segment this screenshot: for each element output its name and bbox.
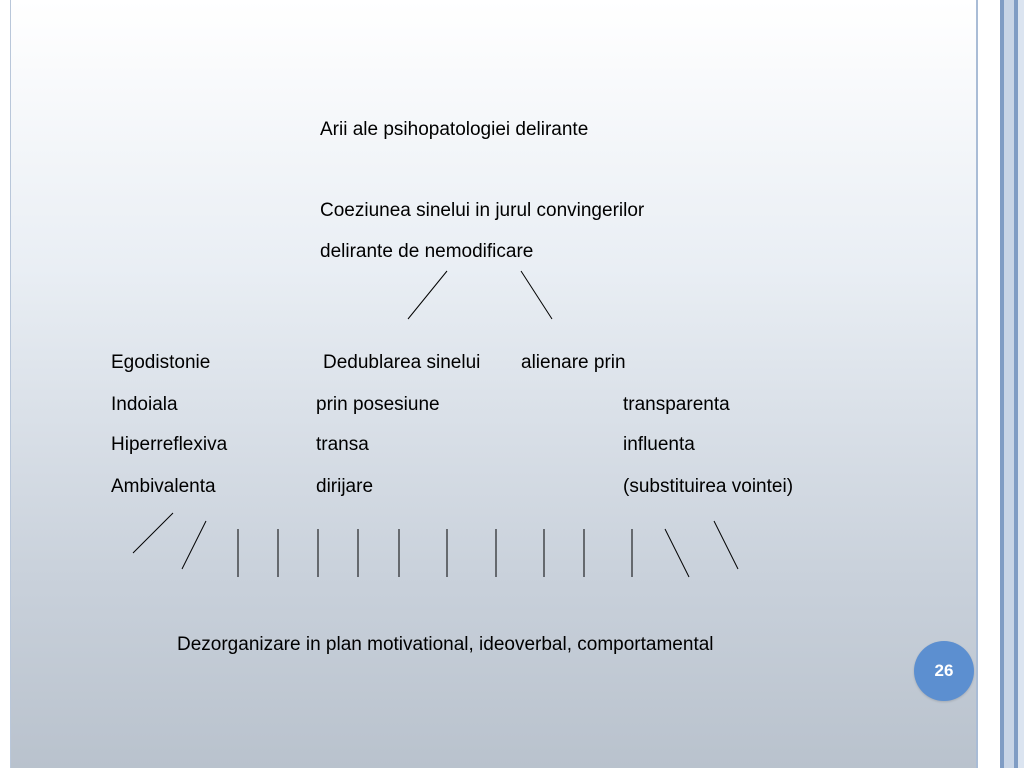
page-number-badge: 26 xyxy=(914,641,974,701)
col3-item-substituirea: (substituirea vointei) xyxy=(623,476,794,497)
col1-item-egodistonie: Egodistonie xyxy=(111,352,211,373)
col1-item-hiperreflexiva: Hiperreflexiva xyxy=(111,434,228,455)
cohesion-line-2: delirante de nemodificare xyxy=(320,241,534,262)
col3-item-transparenta: transparenta xyxy=(623,394,730,415)
slide-title: Arii ale psihopatologiei delirante xyxy=(320,119,589,140)
bottom-conclusion: Dezorganizare in plan motivational, ideoverbal, comportamental xyxy=(177,634,714,655)
connector-upper-left xyxy=(408,271,447,319)
col2-item-dirijare: dirijare xyxy=(316,476,374,497)
connector-lower-13 xyxy=(665,529,689,577)
cohesion-line-1: Coeziunea sinelui in jurul convingerilor xyxy=(320,200,645,221)
col2-item-transa: transa xyxy=(316,434,369,455)
col1-item-indoiala: Indoiala xyxy=(111,394,178,415)
connector-lower-14 xyxy=(714,521,738,569)
connector-upper-right xyxy=(521,271,552,319)
col3-item-alienare: alienare prin xyxy=(521,352,626,373)
col2-item-posesiune: prin posesiune xyxy=(316,394,440,415)
col1-item-ambivalenta: Ambivalenta xyxy=(111,476,216,497)
connector-lower-2 xyxy=(182,521,206,569)
col2-item-dedublarea: Dedublarea sinelui xyxy=(323,352,481,373)
col3-item-influenta: influenta xyxy=(623,434,695,455)
connector-lower-1 xyxy=(133,513,173,553)
